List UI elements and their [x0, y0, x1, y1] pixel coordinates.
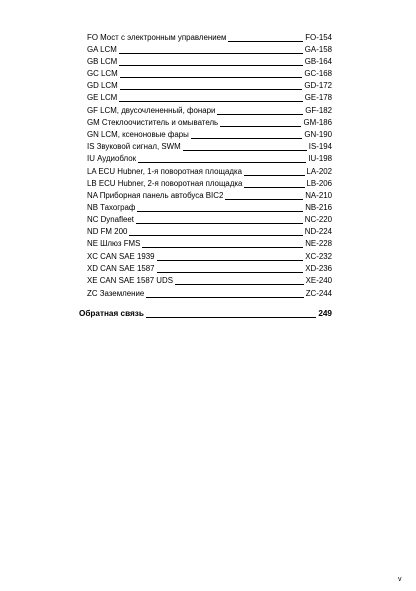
toc-entry-page: ZC-244: [305, 289, 332, 298]
toc-entry[interactable]: [87, 44, 332, 56]
dot-leader: [142, 247, 303, 248]
toc-entry[interactable]: [87, 92, 332, 104]
toc-entry-page: GM-186: [303, 118, 332, 127]
toc-entry[interactable]: [87, 117, 332, 129]
toc-entry-page: GD-172: [304, 81, 332, 90]
toc-main-entry-label: Обратная связь: [79, 309, 144, 318]
dot-leader: [225, 199, 303, 200]
toc-entry-label: IU Аудиоблок: [87, 154, 137, 163]
toc-entry-label: GA LCM: [87, 45, 117, 54]
toc-entry-label: ND FM 200: [87, 227, 128, 236]
toc-entry-label: LB ECU Hubner, 2-я поворотная площадка: [87, 179, 243, 188]
toc-entry[interactable]: [87, 251, 332, 263]
toc-main-entry[interactable]: [79, 308, 332, 320]
toc-entry[interactable]: [87, 263, 332, 275]
toc-entry-label: NC Dynafleet: [87, 215, 134, 224]
toc-entry-page: GF-182: [305, 106, 332, 115]
toc-entry[interactable]: [87, 202, 332, 214]
toc-entry[interactable]: [87, 153, 332, 165]
toc-entry-label: ZC Заземление: [87, 289, 145, 298]
toc-entry[interactable]: [87, 141, 332, 153]
dot-leader: [138, 162, 306, 163]
toc-entry-label: XC CAN SAE 1939: [87, 252, 155, 261]
toc-entry-label: FO Мост с электронным управлением: [87, 33, 227, 42]
dot-leader: [191, 138, 303, 139]
dot-leader: [244, 187, 304, 188]
toc-entry-page: NA-210: [305, 191, 332, 200]
toc-entry-label: XD CAN SAE 1587: [87, 264, 155, 273]
dot-leader: [157, 272, 304, 273]
dot-leader: [119, 65, 303, 66]
toc-entry-label: GB LCM: [87, 57, 118, 66]
toc-main-entry-page: 249: [318, 309, 332, 318]
dot-leader: [220, 126, 301, 127]
toc-entry-label: GC LCM: [87, 69, 118, 78]
toc-entry-label: GF LCM, двусочлененный, фонари: [87, 106, 216, 115]
toc-entry-label: XE CAN SAE 1587 UDS: [87, 276, 173, 285]
toc-entry[interactable]: [87, 105, 332, 117]
toc-entry[interactable]: [87, 214, 332, 226]
toc-entry[interactable]: [87, 68, 332, 80]
toc-entry-label: IS Звуковой сигнал, SWM: [87, 142, 181, 151]
toc-entry-page: NE-228: [305, 239, 332, 248]
toc-entry[interactable]: [87, 166, 332, 178]
toc-entry[interactable]: [87, 190, 332, 202]
toc-entry-page: XE-240: [305, 276, 332, 285]
dot-leader: [146, 297, 303, 298]
toc-entry-label: NB Тахограф: [87, 203, 136, 212]
toc-entry-page: IU-198: [308, 154, 332, 163]
toc-entry[interactable]: [87, 288, 332, 300]
toc-entry[interactable]: [87, 129, 332, 141]
page-number: v: [398, 576, 402, 583]
toc-entry-page: GE-178: [304, 93, 332, 102]
dot-leader: [217, 114, 303, 115]
toc-entry-page: NB-216: [305, 203, 332, 212]
dot-leader: [183, 150, 307, 151]
dot-leader: [228, 41, 303, 42]
toc-entry-label: GM Стеклоочиститель и омыватель: [87, 118, 219, 127]
dot-leader: [146, 317, 316, 318]
dot-leader: [120, 77, 303, 78]
toc-entry-label: GN LCM, ксеноновые фары: [87, 130, 189, 139]
dot-leader: [119, 101, 303, 102]
toc-entry-label: LA ECU Hubner, 1-я поворотная площадка: [87, 167, 243, 176]
toc-entry-page: GN-190: [304, 130, 332, 139]
toc-entry-page: LA-202: [306, 167, 332, 176]
dot-leader: [119, 53, 303, 54]
toc-entry[interactable]: [87, 238, 332, 250]
toc-entry[interactable]: [87, 80, 332, 92]
toc-entry[interactable]: [87, 226, 332, 238]
toc-entry[interactable]: [87, 178, 332, 190]
toc-entry-page: NC-220: [304, 215, 332, 224]
toc-entry-page: FO-154: [305, 33, 332, 42]
toc-entry-page: LB-206: [306, 179, 332, 188]
toc-entry[interactable]: [87, 56, 332, 68]
dot-leader: [136, 223, 303, 224]
dot-leader: [120, 89, 303, 90]
toc-entry-page: GC-168: [304, 69, 332, 78]
toc-entry-page: IS-194: [308, 142, 332, 151]
dot-leader: [157, 260, 304, 261]
toc-entry-label: NE Шлюз FMS: [87, 239, 141, 248]
toc-entry-label: NA Приборная панель автобуса BIC2: [87, 191, 224, 200]
toc-entry[interactable]: [87, 275, 332, 287]
toc-entry-label: GE LCM: [87, 93, 118, 102]
dot-leader: [244, 175, 305, 176]
toc-entry[interactable]: [87, 32, 332, 44]
toc-entry-page: GA-158: [304, 45, 332, 54]
dot-leader: [175, 284, 304, 285]
dot-leader: [129, 235, 302, 236]
toc-entry-page: GB-164: [304, 57, 332, 66]
toc-entry-page: XD-236: [305, 264, 332, 273]
toc-entry-page: XC-232: [305, 252, 332, 261]
dot-leader: [137, 211, 303, 212]
toc-entry-label: GD LCM: [87, 81, 118, 90]
toc-entry-page: ND-224: [304, 227, 332, 236]
